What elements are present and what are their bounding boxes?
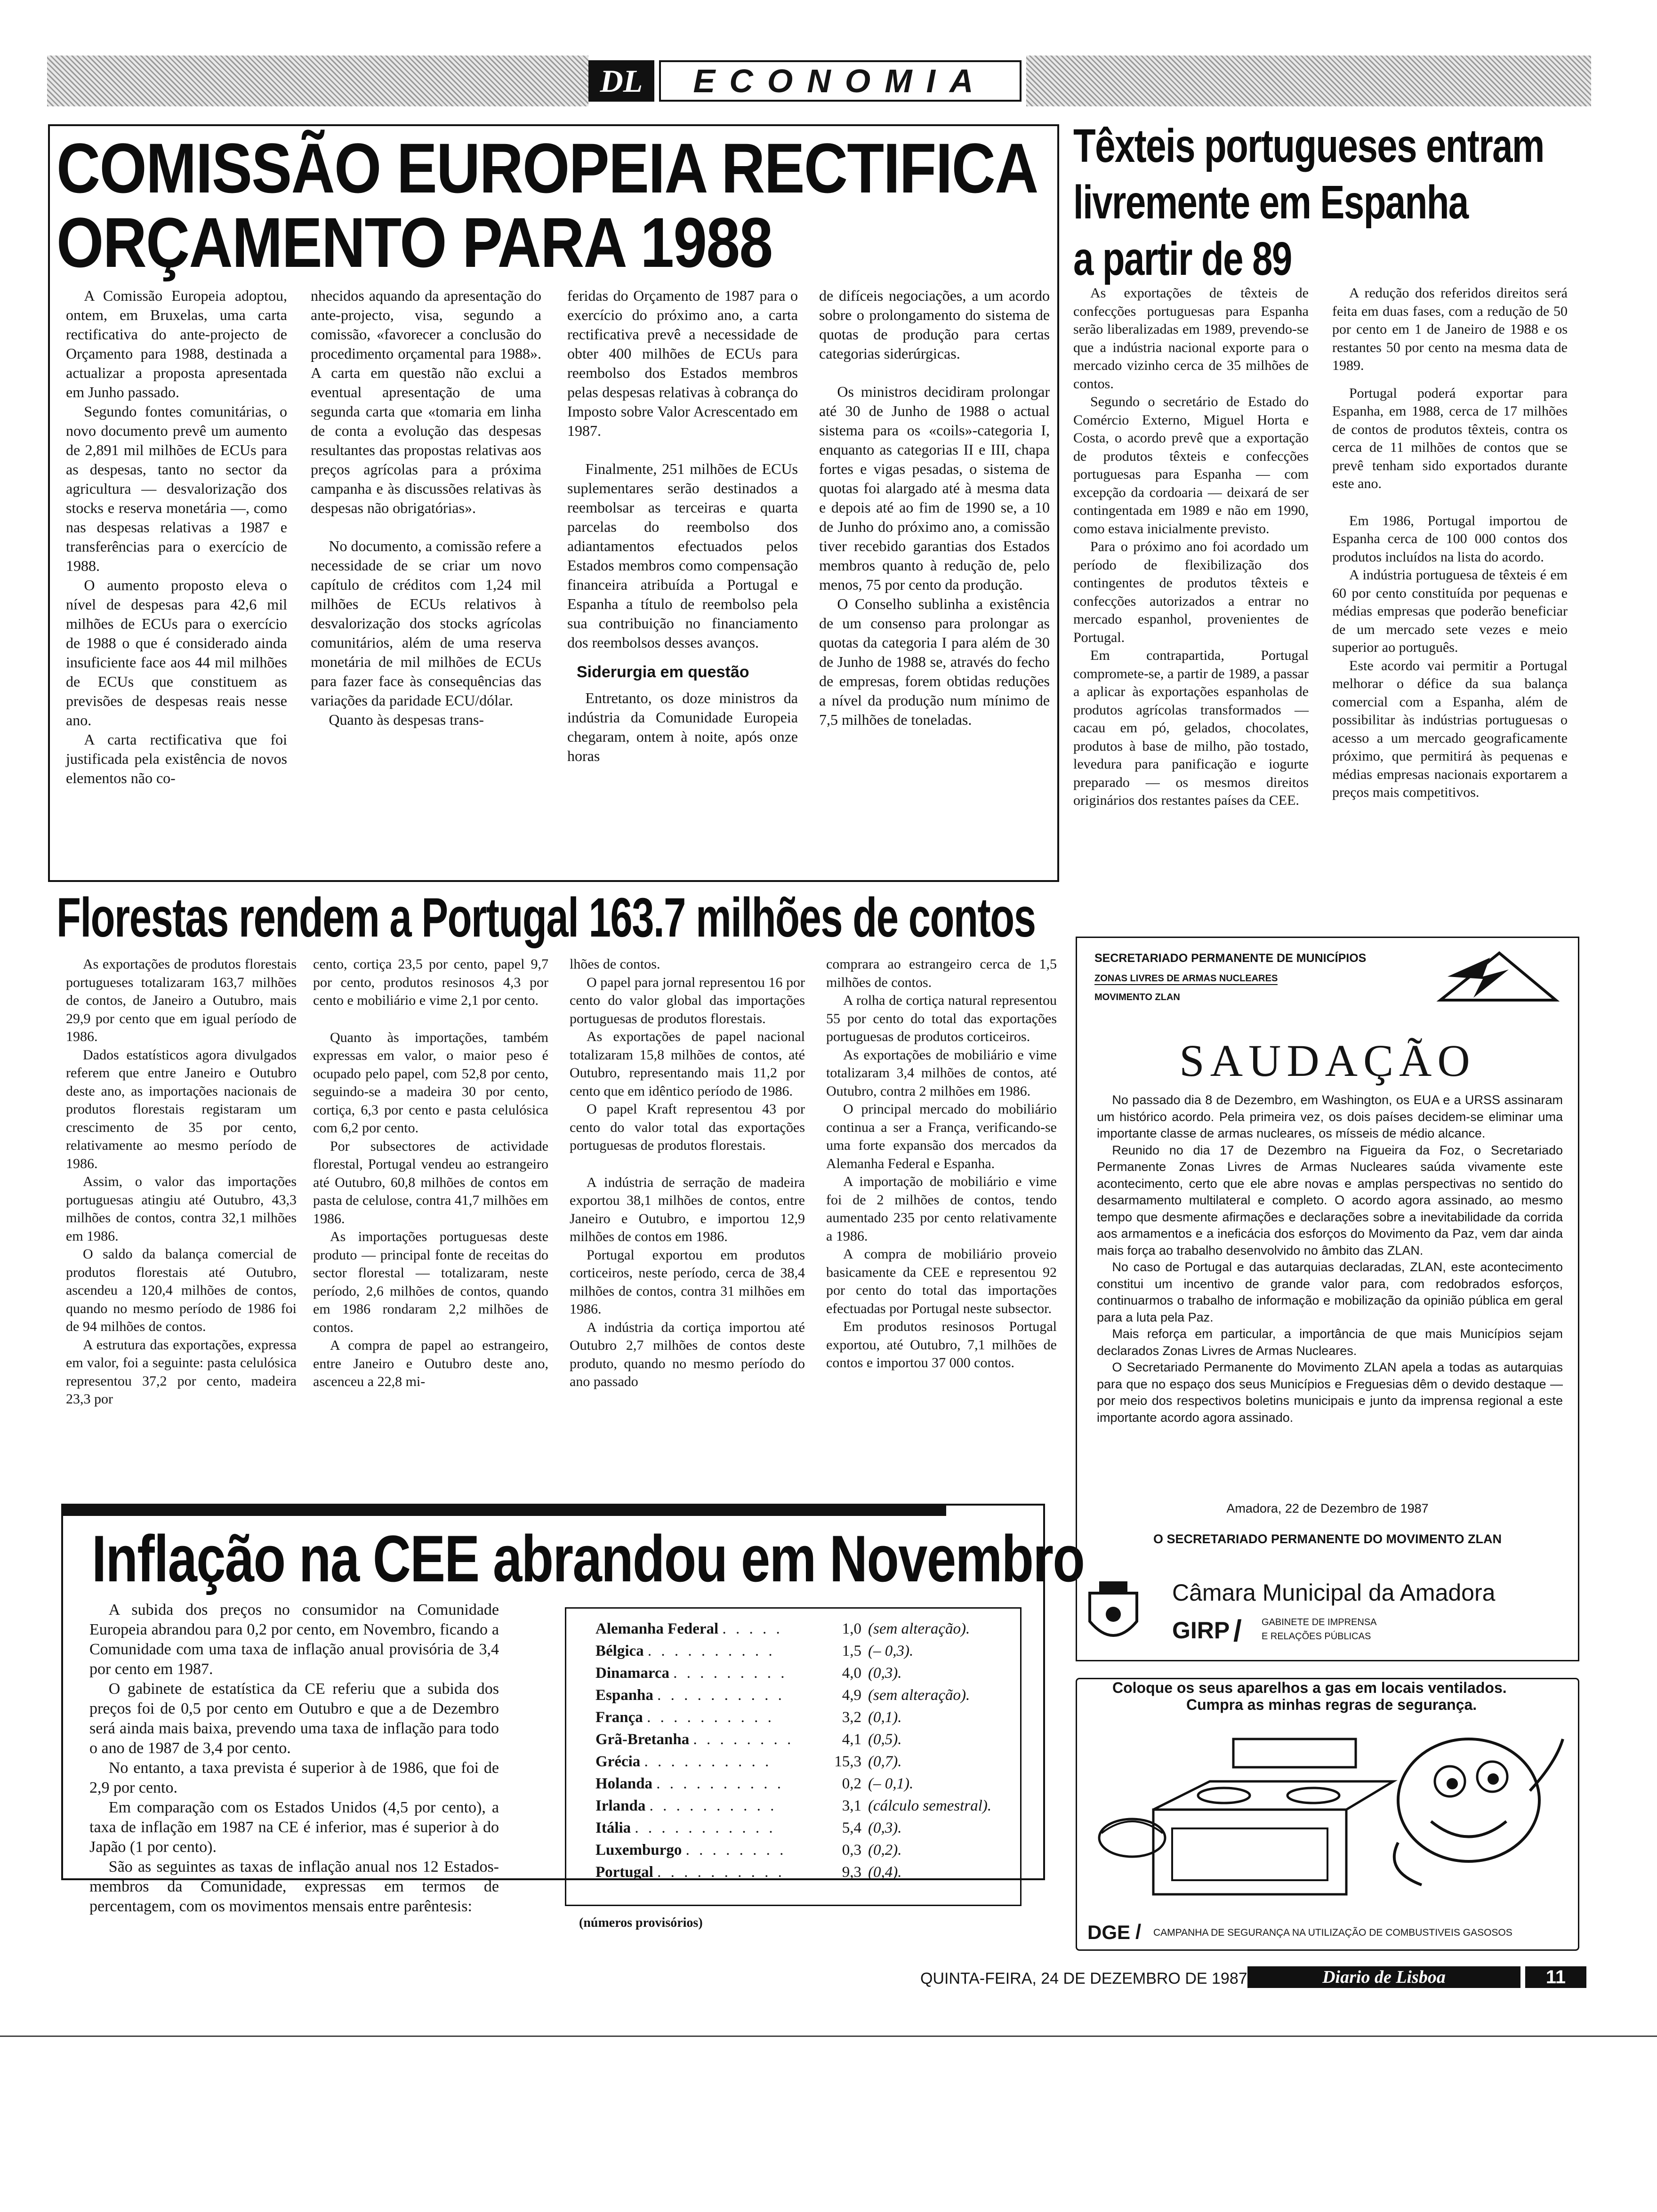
paragraph: Portugal exportou em produtos corticeiros, neste período, cerca de 38,4 milhões de contos, contra 31 milhões em 1986.	[570, 1247, 805, 1317]
table-row: Holanda . . . . . . . . . . 0,2 (– 0,1).	[595, 1775, 914, 1792]
article-florestas-col-3	[570, 955, 805, 1483]
table-row: Portugal . . . . . . . . . . 9,3 (0,4).	[595, 1864, 902, 1881]
paragraph: Finalmente, 251 milhões de ECUs suplementares serão destinados a reembolsar as terceiras e quarta parcelas do reembolso dos adiantamentos efectuados pelos Estados membros como compensação financeira atribuída a Portugal e Espanha a título de reembolso pela sua contribuição no financiamento dos reembolsos desses avanços.	[567, 460, 798, 651]
camara-crest-icon	[1085, 1579, 1142, 1650]
paragraph: Para o próximo ano foi acordado um período de flexibilização dos contingentes de produtos têxteis e confecções autorizados a entrar no mercado espanhol, provenientes de Portugal.	[1073, 539, 1309, 645]
paragraph: A indústria portuguesa de têxteis é em 60 por cento constituída por pequenas e médias empresas que poderão beneficiar de um mercado sete vezes e meio superior ao português.	[1332, 567, 1568, 655]
masthead-band-left	[47, 56, 588, 106]
paragraph: lhões de contos.	[570, 956, 660, 972]
paragraph: Segundo o secretário de Estado do Comércio Externo, Miguel Horta e Costa, o acordo prevê que a exportação de produtos têxteis e confecções portuguesas para Espanha — com excepção da cordoaria — deixará de ser contingentada em 1989 e não em 1990, como estava inicialmente previsto.	[1073, 394, 1309, 537]
table-row: Itália . . . . . . . . . . . 5,4 (0,3).	[595, 1819, 902, 1836]
article-texteis-headline-2: livremente em Espanha	[1073, 176, 1468, 229]
article-inflacao-headline: Inflação na CEE abrandou em Novembro	[92, 1522, 1085, 1595]
article-texteis-col-2	[1332, 284, 1568, 934]
ad-zlan-body	[1097, 1092, 1563, 1426]
paragraph: A indústria de serração de madeira exportou 38,1 milhões de contos, entre Janeiro e Outubro, e importou 12,9 milhões de contos em 1986.	[570, 1174, 805, 1244]
paragraph: A subida dos preços no consumidor na Comunidade Europeia abrandou para 0,2 por cento, em Novembro, ficando a Comunidade com uma taxa de inflação anual provisória de 3,4 por cento em 1987.	[89, 1601, 499, 1678]
paragraph: A carta rectificativa que foi justificada pela existência de novos elementos não co-	[66, 731, 287, 786]
table-footnote: (números provisórios)	[579, 1915, 703, 1930]
paragraph: As exportações de produtos florestais portugueses totalizaram 163,7 milhões de contos, de Janeiro a Outubro, mais 29,9 por cento que em igual período de 1986.	[66, 956, 297, 1044]
masthead-logo: DL	[588, 60, 654, 102]
paragraph: Em comparação com os Estados Unidos (4,5 por cento), a taxa de inflação em 1987 na CE é inferior, mas é superior à do Japão (1 por cento).	[89, 1799, 499, 1856]
paragraph: As exportações de mobiliário e vime totalizaram 3,4 milhões de contos, até Outubro, contra 2 milhões em 1986.	[826, 1047, 1057, 1099]
paragraph: A compra de mobiliário proveio basicamente da CEE e representou 92 por cento do total das importações efectuadas por Portugal neste subsector.	[826, 1246, 1057, 1316]
article-cee-col-2	[311, 286, 541, 874]
article-florestas-col-2	[313, 955, 548, 1483]
paragraph: Segundo fontes comunitárias, o novo documento prevê um aumento de 2,891 mil milhões de ECUs para as despesas, tanto no sector da agricultura — desvalorização dos stocks e reserva monetária —, como nas despesas relativas a 1987 e transferências para o exercício de 1988.	[66, 403, 287, 574]
ad-zlan-date: Amadora, 22 de Dezembro de 1987	[1226, 1501, 1429, 1515]
ad-zlan-girp: GIRP	[1172, 1617, 1230, 1643]
paragraph: O aumento proposto eleva o nível de despesas para 42,6 mil milhões de ECUs para o exercício de 1988 o que é considerado ainda insuficiente face aos 44 mil milhões de ECUs que constituem as previsões de despesas reais nesse ano.	[66, 577, 287, 729]
paragraph: O papel Kraft representou 43 por cento do valor total das exportações portuguesas de produtos florestais.	[570, 1101, 805, 1153]
paragraph: As exportações de papel nacional totalizaram 15,8 milhões de contos, até Outubro, representando mais 11,2 por cento que em idêntico período de 1986.	[570, 1029, 805, 1099]
paragraph: feridas do Orçamento de 1987 para o exercício do próximo ano, a carta rectificativa prevê a necessidade de obter 400 milhões de ECUs para reembolso dos Estados membros pelas despesas relativas à cobrança do Imposto sobre Valor Acrescentado em 1987.	[567, 287, 798, 439]
footer-paper: Diario de Lisboa	[1247, 1966, 1520, 1988]
paragraph: Este acordo vai permitir a Portugal melhorar o défice da sua balança comercial com a Espanha, além de possibilitar às indústrias portuguesas o acesso a um mercado geograficamente próximo, que permitirá às pequenas e médias empresas nacionais exportarem a preços mais competitivos.	[1332, 657, 1568, 800]
article-cee-headline-2: ORÇAMENTO PARA 1988	[56, 203, 772, 282]
ad-zlan-camara: Câmara Municipal da Amadora	[1172, 1579, 1496, 1606]
ad-zlan-girp-desc-1: GABINETE DE IMPRENSA	[1262, 1617, 1377, 1627]
paragraph: No passado dia 8 de Dezembro, em Washington, os EUA e a URSS assinaram um histórico acordo. Pela primeira vez, os dois países decidem-se eliminar uma importante classe de armas nucleares, os mísseis de médio alcance.	[1097, 1093, 1563, 1140]
paragraph: A importação de mobiliário e vime foi de 2 milhões de contos, tendo aumentado 235 por cento relativamente a 1986.	[826, 1174, 1057, 1244]
paragraph: Em contrapartida, Portugal compromete-se, a partir de 1989, a passar a aplicar às exportações espanholas de produtos agrícolas transformados — cacau em pó, gelados, chocolates, produtos à base de milho, pão tostado, levedura para panificação e iogurte preparado — os mesmos direitos originários dos restantes países da CEE.	[1073, 648, 1309, 808]
paragraph: O Conselho sublinha a existência de um consenso para prolongar as quotas da categoria I para além de 30 de Junho de 1988 se, através do fecho de empresas, forem obtidas reduções a nível da produção num mínimo de 7,5 milhões de toneladas.	[819, 595, 1050, 728]
paragraph: As exportações de têxteis de confecções portuguesas para Espanha serão liberalizadas em 1989, prevendo-se que a indústria nacional exporte para o mercado vizinho cerca de 35 milhões de contos.	[1073, 285, 1309, 392]
table-row: Grécia . . . . . . . . . . 15,3 (0,7).	[595, 1753, 902, 1770]
paragraph: No documento, a comissão refere a necessidade de se criar um novo capítulo de créditos com 1,24 mil milhões de ECUs relativos à desvalorização dos stocks agrícolas comunitários, além de uma reserva monetária de mil milhões de ECUs para fazer face às consequências das variações da paridade ECU/dólar.	[311, 537, 541, 709]
paragraph: Quanto às despesas trans-	[329, 711, 484, 728]
paragraph: Em 1986, Portugal importou de Espanha cerca de 100 000 contos dos produtos incluídos na lista do acordo.	[1332, 513, 1568, 565]
ad-dge-line-1: Coloque os seus aparelhos a gas em locais ventilados.	[1109, 1679, 1511, 1697]
paragraph: A Comissão Europeia adoptou, ontem, em Bruxelas, uma carta rectificativa do ante-projecto de Orçamento para 1988, destinada a actualizar a proposta apresentada em Junho passado.	[66, 287, 287, 401]
paragraph: O gabinete de estatística da CE referiu que a subida dos preços foi de 0,5 por cento em Outubro e que a de Dezembro será ainda mais baixa, prevendo uma taxa de inflação para todo o ano de 1987 de 3,4 por cento.	[89, 1680, 499, 1757]
zlan-logo-icon	[1438, 948, 1565, 1005]
table-row: Alemanha Federal . . . . . 1,0 (sem alteração).	[595, 1620, 970, 1637]
table-row: Dinamarca . . . . . . . . . 4,0 (0,3).	[595, 1665, 902, 1682]
article-cee-headline-1: COMISSÃO EUROPEIA RECTIFICA	[56, 128, 1038, 208]
paragraph: As importações portuguesas deste produto — principal fonte de receitas do sector florestal — totalizaram, neste período, 2,6 milhões de contos, quando em 1986 rondaram 2,2 milhões de contos.	[313, 1229, 548, 1335]
table-row: Luxemburgo . . . . . . . . 0,3 (0,2).	[595, 1842, 902, 1859]
article-cee-col-1	[66, 286, 287, 874]
ad-dge-footer-text: CAMPANHA DE SEGURANÇA NA UTILIZAÇÃO DE COMBUSTIVEIS GASOSOS	[1153, 1927, 1512, 1938]
paragraph: A compra de papel ao estrangeiro, entre Janeiro e Outubro deste ano, ascenceu a 22,8 mi-	[313, 1338, 548, 1389]
ad-zlan-org-1: SECRETARIADO PERMANENTE DE MUNICÍPIOS	[1094, 952, 1367, 965]
paragraph: A indústria da cortiça importou até Outubro 2,7 milhões de contos deste produto, quando no mesmo período do ano passado	[570, 1319, 805, 1389]
article-cee-col-3	[567, 286, 798, 874]
paragraph: A estrutura das exportações, expressa em valor, foi a seguinte: pasta celulósica representou 37,2 por cento, madeira 23,3 por	[66, 1337, 297, 1407]
article-inflacao-text	[89, 1600, 499, 1915]
section-title: ECONOMIA	[659, 60, 1022, 102]
article-cee-col-4	[819, 286, 1050, 874]
paragraph: comprara ao estrangeiro cerca de 1,5 milhões de contos.	[826, 956, 1057, 990]
table-row: Grã-Bretanha . . . . . . . . 4,1 (0,5).	[595, 1731, 902, 1748]
paragraph: O papel para jornal representou 16 por cento do valor global das importações portuguesas de produtos florestais.	[570, 974, 805, 1026]
footer-rule	[0, 2036, 1657, 2037]
masthead-band-right	[1026, 56, 1591, 106]
paragraph: Reunido no dia 17 de Dezembro na Figueira da Foz, o Secretariado Permanente Zonas Livres de Armas Nucleares saúda vivamente este acontecimento, certo que ele abre novas e amplas perspectivas no sentido do desarmamento multilateral e completo. O acordo agora assinado, ao mesmo tempo que desmente afirmações e declarações sobre a inevitabilidade da corrida aos armamentos e a ineficácia dos esforços do Movimento da Paz, vem dar ainda mais força ao trabalho desenvolvido no âmbito das ZLAN.	[1097, 1143, 1563, 1258]
article-texteis-headline-3: a partir de 89	[1073, 232, 1292, 285]
ad-zlan-org-2: ZONAS LIVRES DE ARMAS NUCLEARES	[1094, 973, 1278, 985]
girp-slash-icon: /	[1233, 1614, 1242, 1648]
footer-date: QUINTA-FEIRA, 24 DE DEZEMBRO DE 1987	[920, 1970, 1247, 1988]
ad-zlan-org-3: MOVIMENTO ZLAN	[1094, 992, 1180, 1002]
paragraph: O saldo da balança comercial de produtos florestais até Outubro, ascendeu a 120,4 milhões de contos, quando no mesmo período de 1986 foi de 94 milhões de contos.	[66, 1246, 297, 1334]
paragraph: Em produtos resinosos Portugal exportou, até Outubro, 7,1 milhões de contos e importou 37 000 contos.	[826, 1319, 1057, 1370]
paragraph: O Secretariado Permanente do Movimento ZLAN apela a todas as autarquias para que no espaço dos seus Municípios e Freguesias dêm o devido destaque — por meio dos respectivos boletins municipais e junto da imprensa regional a este importante acordo agora assinado.	[1097, 1360, 1563, 1425]
ad-zlan-title: SAUDAÇÃO	[1179, 1035, 1476, 1086]
inflation-rates-table	[565, 1607, 1022, 1906]
paragraph: Quanto às importações, também expressas em valor, o maior peso é ocupado pelo papel, com 52,8 por cento, seguindo-se a madeira 30 por cento, cortiça, 6,3 por cento e pasta celulósica com 6,2 por cento.	[313, 1029, 548, 1136]
ad-zlan-girp-desc-2: E RELAÇÕES PÚBLICAS	[1262, 1631, 1371, 1642]
paragraph: Portugal poderá exportar para Espanha, em 1988, cerca de 17 milhões de contos de produtos têxteis, contra os cerca de 11 milhões de contos que se prevê tenham sido exportados durante este ano.	[1332, 385, 1568, 491]
table-row: França . . . . . . . . . . 3,2 (0,1).	[595, 1709, 902, 1726]
paragraph: A rolha de cortiça natural representou 55 por cento do total das exportações portuguesas de produtos corticeiros.	[826, 993, 1057, 1044]
paragraph: Os ministros decidiram prolongar até 30 de Junho de 1988 o actual sistema para os «coils»-categoria I, enquanto as categorias II e III, chapa fortes e vigas pesadas, o sistema de quotas foi alargado até à mesma data e depois até ao fim de 1990 se, a 10 de Junho do próximo ano, a comissão tiver recebido garantias dos Estados membros quanto à redução de, pelo menos, 75 por cento da produção.	[819, 383, 1050, 593]
paragraph: São as seguintes as taxas de inflação anual nos 12 Estados-membros da Comunidade, expressas em termos de percentagem, com os movimentos mensais entre parêntesis:	[89, 1858, 499, 1915]
paragraph: Mais reforça em particular, a importância de que mais Municípios sejam declarados Zonas Livres de Armas Nucleares.	[1097, 1327, 1563, 1358]
article-florestas-col-4	[826, 955, 1057, 1483]
paragraph: Por subsectores de actividade florestal, Portugal vendeu ao estrangeiro até Outubro, 60,8 milhões de contos em pasta de celulose, contra 41,7 milhões em 1986.	[313, 1138, 548, 1226]
paragraph: Dados estatísticos agora divulgados referem que entre Janeiro e Outubro deste ano, as importações nacionais de produtos florestais registaram um crescimento de 35 por cento, relativamente ao mesmo período de 1986.	[66, 1047, 297, 1171]
article-florestas-headline: Florestas rendem a Portugal 163.7 milhões de contos	[56, 887, 1036, 949]
paragraph: cento, cortiça 23,5 por cento, papel 9,7 por cento, produtos resinosos 4,3 por cento e mobiliário e vime 2,1 por cento.	[313, 956, 548, 1008]
table-row: Espanha . . . . . . . . . . 4,9 (sem alteração).	[595, 1687, 970, 1704]
paragraph: No caso de Portugal e das autarquias declaradas, ZLAN, este acontecimento constitui um incentivo de grande valor para, com redobrados esforços, continuarmos o trabalho de informação e mobilização da opinião pública em geral para a luta pela Paz.	[1097, 1260, 1563, 1324]
paragraph: A redução dos referidos direitos será feita em duas fases, com a redução de 50 por cento em 1 de Janeiro de 1988 e os restantes 50 por cento na mesma data de 1989.	[1332, 285, 1568, 373]
dge-slash-icon: /	[1135, 1920, 1142, 1943]
paragraph: Entretanto, os doze ministros da indústria da Comunidade Europeia chegaram, ontem à noite, após onze horas	[567, 689, 798, 764]
ad-zlan-signature: O SECRETARIADO PERMANENTE DO MOVIMENTO ZLAN	[1153, 1532, 1502, 1546]
article-florestas-col-1	[66, 955, 297, 1483]
ad-dge-brand: DGE	[1087, 1921, 1131, 1943]
article-texteis-col-1	[1073, 284, 1309, 934]
gas-stove-illustration	[1092, 1720, 1568, 1904]
paragraph: O principal mercado do mobiliário continua a ser a França, verificando-se uma forte expansão dos mercados da Alemanha Federal e Espanha.	[826, 1101, 1057, 1171]
paragraph: No entanto, a taxa prevista é superior à de 1986, que foi de 2,9 por cento.	[89, 1759, 499, 1796]
table-row: Bélgica . . . . . . . . . . 1,5 (– 0,3).	[595, 1643, 914, 1659]
paragraph: nhecidos aquando da apresentação do ante-projecto, visa, segundo a comissão, «favorecer a conclusão do procedimento orçamental para 1988». A carta em questão não exclui a eventual apresentação de uma segunda carta que «tomaria em linha de conta a evolução das despesas resultantes das propostas relativas aos preços agrícolas para a próxima campanha e às discussões relativas às despesas não obrigatórias».	[311, 287, 541, 516]
article-texteis-headline-1: Têxteis portugueses entram	[1073, 120, 1544, 172]
footer-page-number: 11	[1525, 1966, 1586, 1988]
table-row: Irlanda . . . . . . . . . . 3,1 (cálculo semestral).	[595, 1797, 992, 1814]
paragraph: Assim, o valor das importações portuguesas atingiu até Outubro, 43,3 milhões de contos, contra 32,1 milhões em 1986.	[66, 1174, 297, 1244]
subhead-siderurgia: Siderurgia em questão	[577, 663, 749, 681]
paragraph: de difíceis negociações, a um acordo sobre o prolongamento do sistema de quotas de produção para certas categorias siderúrgicas.	[819, 287, 1050, 362]
ad-dge-line-2: Cumpra as minhas regras de segurança.	[1186, 1696, 1477, 1713]
article-inflacao-top-bar	[61, 1504, 946, 1516]
